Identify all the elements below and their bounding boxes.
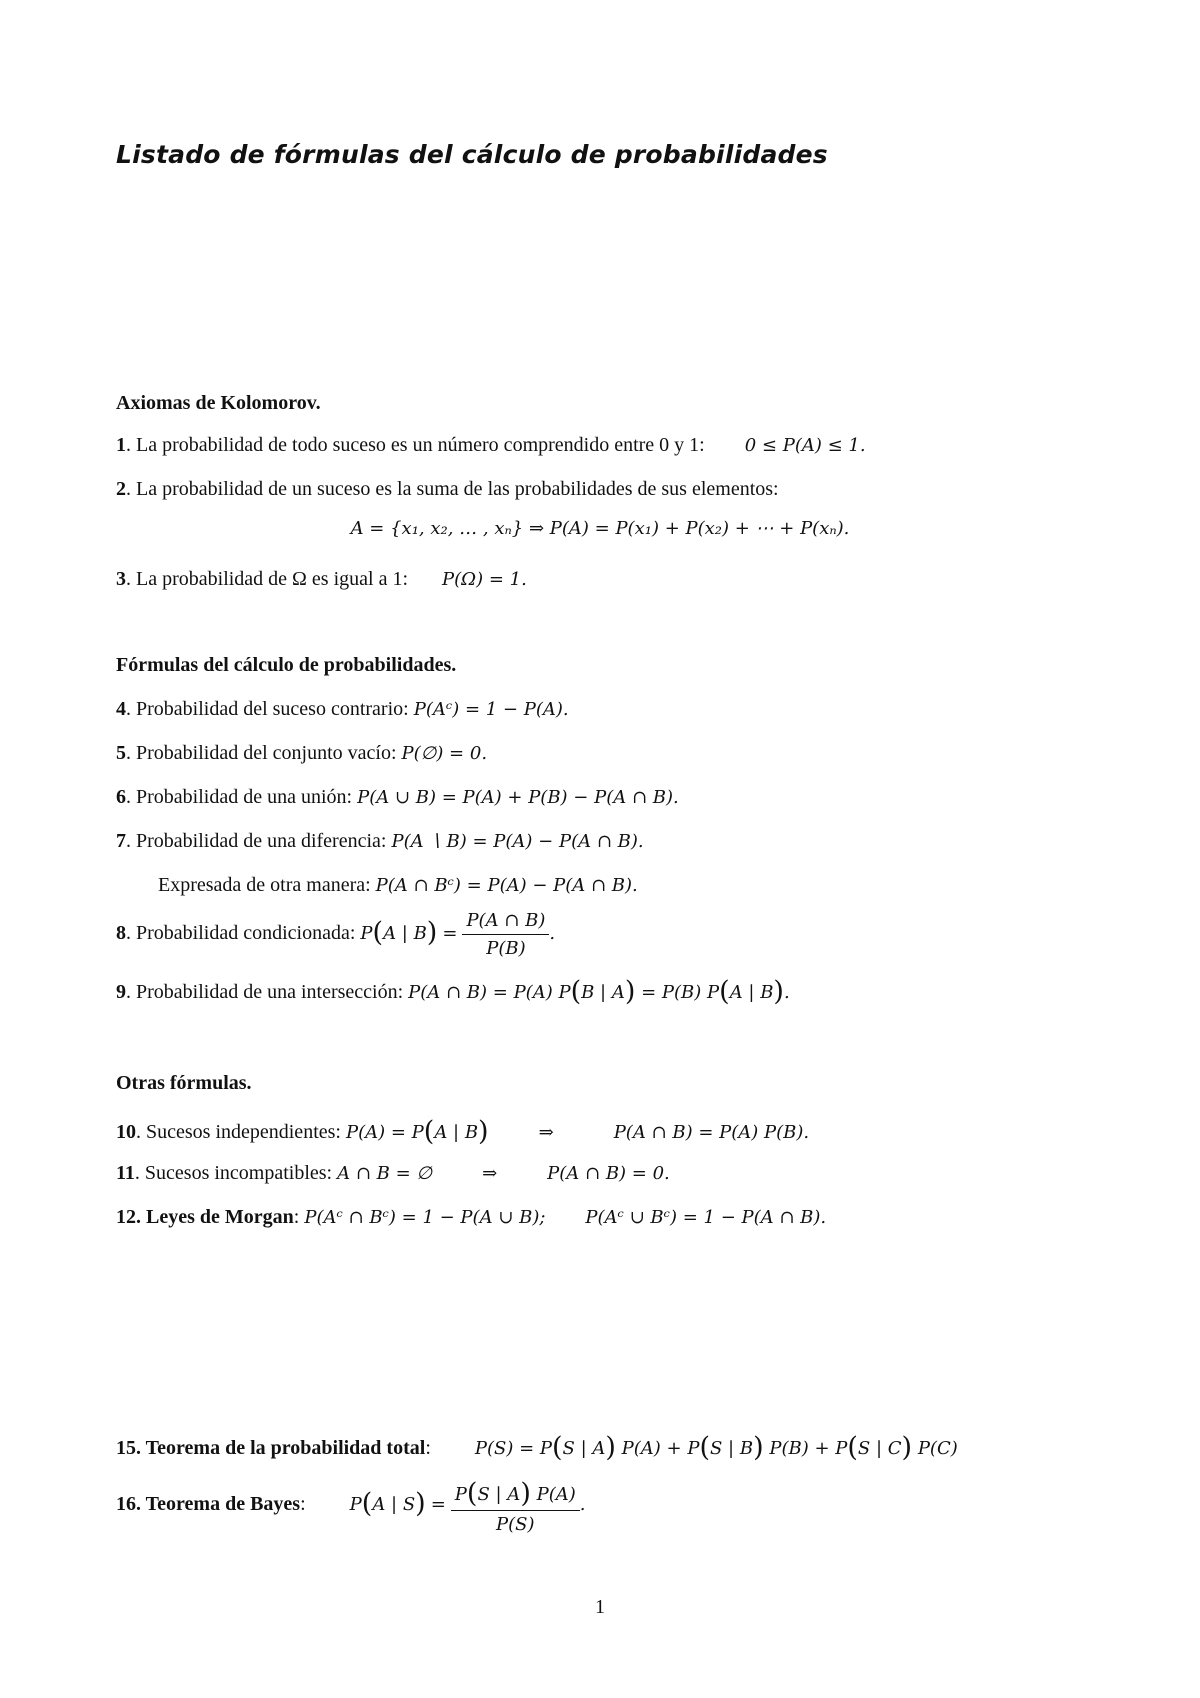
- item-math: P(Aᶜ ∪ Bᶜ) = 1 − P(A ∩ B).: [585, 1207, 827, 1228]
- right-paren: ): [478, 1116, 489, 1147]
- item-number: 8: [116, 922, 126, 945]
- period: .: [549, 923, 556, 945]
- right-paren: ): [520, 1478, 531, 1509]
- fraction-numerator: [451, 1476, 580, 1511]
- cond-inner: A | S: [372, 1494, 416, 1516]
- item-math: A ∩ B = ∅: [337, 1163, 433, 1184]
- cond-inner: S | A: [562, 1438, 606, 1459]
- item-number: 3: [116, 568, 126, 590]
- formula-5: [116, 742, 487, 765]
- num-tail: P(A): [530, 1484, 576, 1505]
- item-math: P(Ω) = 1.: [442, 569, 527, 590]
- left-paren: (: [570, 976, 582, 1007]
- item-text: . Probabilidad del conjunto vacío:: [126, 742, 402, 764]
- left-paren: (: [552, 1432, 563, 1463]
- document-title: Listado de fórmulas del cálculo de probabilidades: [116, 140, 828, 169]
- right-paren: ): [901, 1432, 913, 1463]
- section-heading-axiomas: Axiomas de Kolomorov.: [116, 392, 321, 414]
- formula-16: [116, 1476, 585, 1535]
- cond-inner: A | B: [729, 982, 774, 1003]
- left-paren: (: [361, 1488, 373, 1520]
- formula-10: [116, 1114, 809, 1145]
- left-paren: (: [372, 917, 384, 949]
- formula-3: [116, 568, 527, 591]
- right-paren: ): [753, 1432, 764, 1463]
- item-math: P(A) = P: [345, 1122, 424, 1143]
- item-label: . Teorema de la probabilidad total: [136, 1437, 426, 1459]
- right-paren: ): [773, 976, 784, 1007]
- fraction-numerator: P(A ∩ B): [462, 910, 549, 935]
- item-text: . Sucesos incompatibles:: [134, 1162, 338, 1184]
- item-colon: :: [293, 1206, 305, 1228]
- left-paren: (: [466, 1478, 478, 1509]
- formula-12: [116, 1206, 826, 1229]
- item-number: 9: [116, 981, 126, 1003]
- item-math: 0 ≤ P(A) ≤ 1.: [744, 435, 866, 456]
- item-math: P(A) + P: [615, 1438, 700, 1459]
- left-paren: (: [423, 1116, 435, 1147]
- right-paren: ): [426, 917, 438, 949]
- section-heading-formulas: Fórmulas del cálculo de probabilidades.: [116, 654, 457, 676]
- item-math: P(A ∩ Bᶜ) = P(A) − P(A ∩ B).: [375, 875, 638, 896]
- period: .: [579, 1494, 586, 1516]
- item-math: P(A ∪ B) = P(A) + P(B) − P(A ∩ B).: [357, 787, 679, 808]
- item-math: P(A ∖ B) = P(A) − P(A ∩ B).: [391, 831, 644, 852]
- item-math: P(A ∩ B) = P(A) P: [408, 982, 571, 1003]
- item-number: 16: [116, 1493, 136, 1516]
- page-number: 1: [595, 1596, 605, 1618]
- item-text: . Probabilidad de una diferencia:: [126, 830, 392, 852]
- formula-2: [116, 478, 779, 501]
- item-text: . Probabilidad de una intersección:: [126, 981, 409, 1003]
- implies-arrow: ⇒: [538, 1122, 554, 1143]
- cond-inner: S | A: [477, 1484, 521, 1505]
- fraction-denominator: P(B): [486, 938, 526, 959]
- item-text: . Sucesos independientes:: [136, 1121, 346, 1143]
- item-text: . Probabilidad condicionada:: [126, 922, 361, 945]
- right-paren: ): [415, 1488, 426, 1520]
- formula-15: [116, 1430, 958, 1461]
- formula-7: [116, 830, 644, 853]
- item-number: 1: [116, 434, 126, 456]
- right-paren: ): [624, 976, 636, 1007]
- implies-arrow: ⇒: [482, 1163, 498, 1184]
- item-text: Expresada de otra manera:: [158, 874, 376, 896]
- item-math: = P(B) P: [635, 982, 720, 1003]
- item-text: . Probabilidad de una unión:: [126, 786, 358, 808]
- formula-4: [116, 698, 569, 721]
- item-number: 2: [116, 478, 126, 500]
- formula-7-alt: [158, 874, 638, 897]
- period: .: [783, 982, 790, 1003]
- fraction: [451, 1476, 580, 1535]
- item-label: . Leyes de Morgan: [136, 1206, 294, 1228]
- cond-p: P: [360, 923, 373, 945]
- formula-2-math: A = {x₁, x₂, … , xₙ} ⇒ P(A) = P(x₁) + P(x₂) + ⋯ + P(xₙ).: [350, 518, 850, 539]
- item-number: 4: [116, 698, 126, 720]
- cond-inner: B | A: [581, 982, 625, 1003]
- item-math: P(Aᶜ) = 1 − P(A).: [413, 699, 569, 720]
- item-number: 10: [116, 1121, 136, 1143]
- equals-sign: =: [442, 923, 458, 945]
- item-math: P(∅) = 0.: [401, 743, 488, 764]
- item-colon: :: [425, 1437, 431, 1459]
- item-math: P(S) = P: [474, 1438, 552, 1459]
- item-number: 7: [116, 830, 126, 852]
- item-math: P(A ∩ B) = 0.: [547, 1163, 670, 1184]
- item-number: 15: [116, 1437, 136, 1459]
- formula-6: [116, 786, 679, 809]
- item-text: . La probabilidad de todo suceso es un número comprendido entre 0 y 1:: [126, 434, 705, 456]
- section-heading-otras: Otras fórmulas.: [116, 1072, 252, 1094]
- fraction: [462, 910, 549, 959]
- fraction-denominator: P(S): [496, 1514, 535, 1535]
- left-paren: (: [847, 1432, 858, 1463]
- item-number: 5: [116, 742, 126, 764]
- num-p: P: [454, 1484, 467, 1505]
- cond-inner: S | B: [710, 1438, 754, 1459]
- item-colon: :: [300, 1493, 306, 1516]
- cond-p: P: [349, 1494, 362, 1516]
- item-math: P(C): [912, 1438, 958, 1459]
- item-number: 12: [116, 1206, 136, 1228]
- formula-1: [116, 434, 866, 457]
- item-math: P(Aᶜ ∩ Bᶜ) = 1 − P(A ∪ B);: [304, 1207, 546, 1228]
- item-text: . La probabilidad de Ω es igual a 1:: [126, 568, 409, 590]
- item-math: P(B) + P: [763, 1438, 848, 1459]
- item-label: . Teorema de Bayes: [136, 1493, 301, 1516]
- left-paren: (: [719, 976, 730, 1007]
- item-number: 6: [116, 786, 126, 808]
- item-number: 11: [116, 1162, 135, 1184]
- cond-inner: A | B: [383, 923, 427, 945]
- item-math: P(A ∩ B) = P(A) P(B).: [613, 1122, 810, 1143]
- formula-11: [116, 1162, 670, 1185]
- cond-inner: A | B: [434, 1122, 479, 1143]
- right-paren: ): [605, 1432, 616, 1463]
- equals-sign: =: [430, 1494, 446, 1516]
- formula-9: [116, 974, 790, 1005]
- item-text: . Probabilidad del suceso contrario:: [126, 698, 414, 720]
- item-text: . La probabilidad de un suceso es la suma de las probabilidades de sus elementos:: [126, 478, 779, 500]
- left-paren: (: [699, 1432, 710, 1463]
- cond-inner: S | C: [857, 1438, 902, 1459]
- formula-8: [116, 910, 555, 959]
